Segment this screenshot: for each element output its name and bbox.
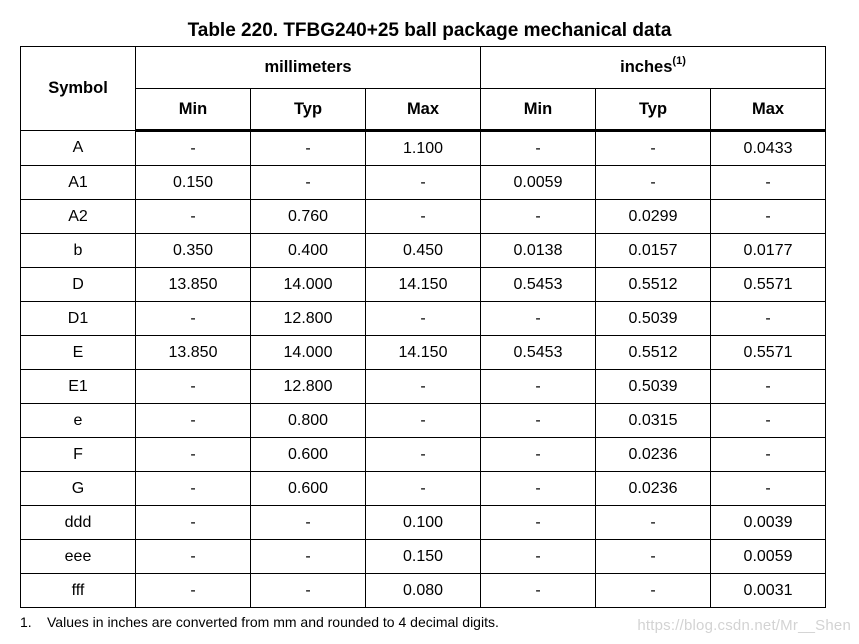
table-row — [21, 540, 826, 574]
mm-min-cell: - — [136, 404, 251, 438]
mm-max-cell: - — [366, 438, 481, 472]
in-min-cell: - — [481, 506, 596, 540]
in-typ-cell: 0.0236 — [596, 438, 711, 472]
in-min-cell: 0.0059 — [481, 166, 596, 200]
table-row — [21, 574, 826, 608]
in-max-cell: - — [711, 438, 826, 472]
in-typ-cell: 0.5512 — [596, 336, 711, 370]
mm-typ-cell: 0.800 — [251, 404, 366, 438]
mm-typ-cell: 0.400 — [251, 234, 366, 268]
table-row — [21, 234, 826, 268]
footnote-text: Values in inches are converted from mm and rounded to 4 decimal digits. — [47, 614, 499, 630]
inches-footnote-ref: (1) — [672, 54, 686, 67]
in-max-cell: - — [711, 302, 826, 336]
mm-typ-cell: - — [251, 506, 366, 540]
in-typ-cell: 0.0299 — [596, 200, 711, 234]
symbol-cell: D — [21, 268, 136, 302]
in-max-cell: 0.5571 — [711, 336, 826, 370]
in-typ-cell: - — [596, 540, 711, 574]
symbol-cell: e — [21, 404, 136, 438]
in-typ-cell: 0.0236 — [596, 472, 711, 506]
in-max-cell: - — [711, 472, 826, 506]
in-min-header: Min — [481, 89, 596, 131]
mm-max-cell: 0.150 — [366, 540, 481, 574]
in-max-cell: 0.0433 — [711, 131, 826, 166]
symbol-cell: A1 — [21, 166, 136, 200]
in-typ-cell: 0.0157 — [596, 234, 711, 268]
watermark: https://blog.csdn.net/Mr__Shen — [637, 617, 851, 634]
mm-typ-cell: 12.800 — [251, 370, 366, 404]
in-max-header: Max — [711, 89, 826, 131]
in-typ-cell: - — [596, 166, 711, 200]
table-row — [21, 131, 826, 166]
mm-max-cell: - — [366, 166, 481, 200]
mm-min-cell: - — [136, 540, 251, 574]
symbol-header: Symbol — [21, 47, 136, 131]
mm-max-cell: - — [366, 200, 481, 234]
symbol-cell: eee — [21, 540, 136, 574]
symbol-cell: D1 — [21, 302, 136, 336]
mm-max-cell: - — [366, 370, 481, 404]
mm-min-header: Min — [136, 89, 251, 131]
in-max-cell: 0.0039 — [711, 506, 826, 540]
in-max-cell: 0.0059 — [711, 540, 826, 574]
in-min-cell: - — [481, 540, 596, 574]
in-typ-cell: 0.5512 — [596, 268, 711, 302]
mm-min-cell: - — [136, 370, 251, 404]
mm-max-cell: 0.080 — [366, 574, 481, 608]
table-row — [21, 166, 826, 200]
in-typ-cell: - — [596, 574, 711, 608]
mm-max-cell: 0.450 — [366, 234, 481, 268]
symbol-cell: ddd — [21, 506, 136, 540]
mm-max-cell: 14.150 — [366, 336, 481, 370]
mm-typ-cell: - — [251, 540, 366, 574]
mm-typ-cell: - — [251, 131, 366, 166]
in-min-cell: - — [481, 438, 596, 472]
inches-header — [481, 47, 826, 89]
in-max-cell: 0.0177 — [711, 234, 826, 268]
mm-max-cell: - — [366, 404, 481, 438]
table-row — [21, 472, 826, 506]
in-min-cell: - — [481, 131, 596, 166]
table-row — [21, 404, 826, 438]
mm-typ-cell: - — [251, 574, 366, 608]
mm-typ-cell: 12.800 — [251, 302, 366, 336]
inches-header-label: inches — [620, 58, 673, 76]
mm-min-cell: - — [136, 574, 251, 608]
mm-max-cell: - — [366, 472, 481, 506]
in-max-cell: - — [711, 200, 826, 234]
table-row — [21, 302, 826, 336]
in-min-cell: - — [481, 574, 596, 608]
table-title: Table 220. TFBG240+25 ball package mechanical data — [187, 20, 672, 41]
mm-typ-cell: 14.000 — [251, 336, 366, 370]
in-typ-header: Typ — [596, 89, 711, 131]
table-row — [21, 438, 826, 472]
symbol-cell: A2 — [21, 200, 136, 234]
table-row — [21, 200, 826, 234]
in-min-cell: - — [481, 200, 596, 234]
mm-min-cell: 0.350 — [136, 234, 251, 268]
in-min-cell: - — [481, 404, 596, 438]
mm-min-cell: - — [136, 131, 251, 166]
symbol-cell: fff — [21, 574, 136, 608]
in-min-cell: - — [481, 370, 596, 404]
in-min-cell: 0.5453 — [481, 336, 596, 370]
table-body — [21, 131, 826, 608]
mm-min-cell: 13.850 — [136, 268, 251, 302]
footnote — [20, 614, 499, 630]
symbol-cell: E1 — [21, 370, 136, 404]
mm-typ-header: Typ — [251, 89, 366, 131]
mechanical-data-table — [20, 46, 826, 608]
symbol-cell: E — [21, 336, 136, 370]
in-min-cell: - — [481, 302, 596, 336]
mm-typ-cell: 0.760 — [251, 200, 366, 234]
mm-max-header: Max — [366, 89, 481, 131]
mm-typ-cell: 0.600 — [251, 472, 366, 506]
table-row — [21, 506, 826, 540]
in-typ-cell: 0.5039 — [596, 302, 711, 336]
mm-max-cell: 0.100 — [366, 506, 481, 540]
mm-min-cell: - — [136, 472, 251, 506]
mm-min-cell: - — [136, 200, 251, 234]
in-typ-cell: - — [596, 506, 711, 540]
mm-typ-cell: 0.600 — [251, 438, 366, 472]
mm-typ-cell: - — [251, 166, 366, 200]
symbol-cell: G — [21, 472, 136, 506]
in-typ-cell: - — [596, 131, 711, 166]
mm-min-cell: - — [136, 302, 251, 336]
in-max-cell: 0.5571 — [711, 268, 826, 302]
mm-min-cell: - — [136, 506, 251, 540]
mm-max-cell: 1.100 — [366, 131, 481, 166]
millimeters-header: millimeters — [136, 47, 481, 89]
table-row — [21, 336, 826, 370]
symbol-cell: A — [21, 131, 136, 166]
symbol-cell: F — [21, 438, 136, 472]
in-max-cell: - — [711, 166, 826, 200]
mm-min-cell: - — [136, 438, 251, 472]
in-min-cell: - — [481, 472, 596, 506]
in-min-cell: 0.5453 — [481, 268, 596, 302]
mm-max-cell: - — [366, 302, 481, 336]
footnote-number: 1. — [20, 614, 32, 630]
mm-min-cell: 0.150 — [136, 166, 251, 200]
symbol-cell: b — [21, 234, 136, 268]
table-row — [21, 370, 826, 404]
in-typ-cell: 0.5039 — [596, 370, 711, 404]
in-min-cell: 0.0138 — [481, 234, 596, 268]
in-max-cell: 0.0031 — [711, 574, 826, 608]
in-typ-cell: 0.0315 — [596, 404, 711, 438]
in-max-cell: - — [711, 404, 826, 438]
mm-typ-cell: 14.000 — [251, 268, 366, 302]
table-row — [21, 268, 826, 302]
in-max-cell: - — [711, 370, 826, 404]
mm-max-cell: 14.150 — [366, 268, 481, 302]
mm-min-cell: 13.850 — [136, 336, 251, 370]
